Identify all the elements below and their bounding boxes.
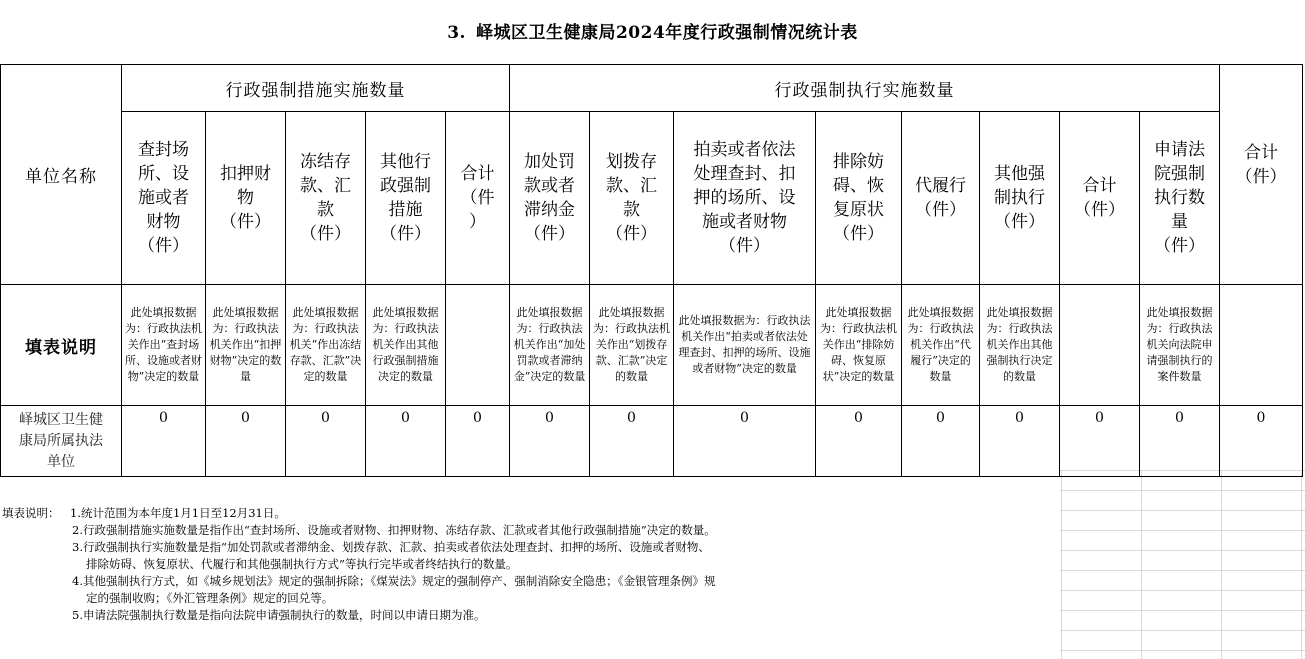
instruction-cell: 此处填报数据为：行政执法机关作出“排除妨碍、恢复原状”决定的数量: [816, 285, 902, 406]
value-cell: 0: [1220, 406, 1303, 477]
instruction-cell: 此处填报数据为：行政执法机关作出“代履行”决定的数量: [902, 285, 980, 406]
footnote-item: 4.其他强制执行方式，如《城乡规划法》规定的强制拆除；《煤炭法》规定的强制停产、强制消除安全隐患；《金银管理条例》规: [72, 574, 716, 588]
value-cell: 0: [446, 406, 510, 477]
column-header-text: 查封场 所、设 施或者 财物 （件）: [138, 140, 189, 256]
value-cell: 0: [1140, 406, 1220, 477]
column-header-text: 申请法 院强制 执行数 量 （件）: [1154, 140, 1206, 256]
column-header-4: [366, 112, 446, 285]
table-row: [1, 406, 1303, 477]
grand-total-header: [1220, 65, 1303, 285]
value-cell: 0: [980, 406, 1060, 477]
unit-name-text: 峄城区卫生健 康局所属执法 单位: [19, 411, 103, 470]
footnote-item: 定的强制收购；《外汇管理条例》规定的回兑等。: [86, 591, 334, 605]
value-cell: 0: [122, 406, 206, 477]
footnotes: [2, 505, 1002, 624]
column-header-text: 加处罚 款或者 滞纳金 （件）: [524, 152, 576, 244]
footnote-item: [2, 505, 1002, 522]
column-header-text: 合计 （件 ）: [460, 164, 495, 232]
value-cell: 0: [206, 406, 286, 477]
column-header-2: [206, 112, 286, 285]
value-cell: 0: [1060, 406, 1140, 477]
instruction-cell: 此处填报数据为：行政执法机关作出“加处罚款或者滞纳金”决定的数量: [510, 285, 590, 406]
instruction-cell: 此处填报数据为：行政执法机关“作出冻结存款、汇款”决定的数量: [286, 285, 366, 406]
title-number: 3.: [447, 23, 466, 43]
column-header-text: 冻结存 款、汇 款 （件）: [300, 152, 351, 244]
column-header-12: [1060, 112, 1140, 285]
statistics-table: [0, 64, 1303, 477]
footnote-item: 2.行政强制措施实施数量是指作出“查封场所、设施或者财物、扣押财物、冻结存款、汇款或者其他行政强制措施”决定的数量。: [72, 523, 716, 537]
value-cell: 0: [366, 406, 446, 477]
instruction-cell: 此处填报数据为：行政执法机关作出“扣押财物”决定的数量: [206, 285, 286, 406]
value-cell: 0: [286, 406, 366, 477]
column-header-text: 排除妨 碍、恢 复原状 （件）: [833, 152, 885, 244]
column-header-text: 扣押财 物 （件）: [220, 164, 271, 232]
column-header-text: 合计 （件）: [1074, 176, 1126, 220]
value-cell: 0: [816, 406, 902, 477]
instruction-cell: 此处填报数据为：行政执法机关作出“查封场所、设施或者财物”决定的数量: [122, 285, 206, 406]
footnote-item: 排除妨碍、恢复原状、代履行和其他强制执行方式”等执行完毕或者终结执行的数量。: [86, 557, 518, 571]
group-header-execution: 行政强制执行实施数量: [510, 65, 1220, 112]
column-header-8: [674, 112, 816, 285]
column-header-text: 划拨存 款、汇 款 （件）: [606, 152, 658, 244]
value-cell: 0: [674, 406, 816, 477]
column-header-9: [816, 112, 902, 285]
column-header-6: [510, 112, 590, 285]
group-header-measures: 行政强制措施实施数量: [122, 65, 510, 112]
instruction-cell: [446, 285, 510, 406]
page-title: [0, 18, 1305, 48]
value-cell: 0: [510, 406, 590, 477]
instruction-row: [1, 285, 1303, 406]
instruction-cell: [1060, 285, 1140, 406]
header-group-row: [1, 65, 1303, 112]
column-header-text: 其他行 政强制 措施 （件）: [380, 152, 431, 244]
column-header-10: [902, 112, 980, 285]
instruction-cell: [1220, 285, 1303, 406]
instruction-row-label: 填表说明: [1, 285, 122, 406]
grand-total-header-text: 合计 （件）: [1235, 142, 1287, 187]
instruction-cell: 此处填报数据为：行政执法机关作出“拍卖或者依法处理查封、扣押的场所、设施或者财物”决定的数量: [674, 285, 816, 406]
footnote-text: 1.统计范围为本年度1月1日至12月31日。: [70, 506, 286, 520]
instruction-cell: 此处填报数据为：行政执法机关向法院申请强制执行的案件数量: [1140, 285, 1220, 406]
unit-name-header: 单位名称: [1, 65, 122, 285]
footnote-item: 5.申请法院强制执行数量是指向法院申请强制执行的数量，时间以申请日期为准。: [72, 608, 486, 622]
column-header-5: [446, 112, 510, 285]
column-header-1: [122, 112, 206, 285]
column-header-text: 代履行 （件）: [915, 176, 967, 220]
column-header-11: [980, 112, 1060, 285]
instruction-cell: 此处填报数据为：行政执法机关作出其他行政强制措施决定的数量: [366, 285, 446, 406]
instruction-cell: 此处填报数据为：行政执法机关作出其他强制执行决定的数量: [980, 285, 1060, 406]
footnote-label: 填表说明：: [2, 506, 60, 520]
column-header-text: 其他强 制执行 （件）: [994, 164, 1046, 232]
value-cell: 0: [590, 406, 674, 477]
column-header-text: 拍卖或者依法 处理查封、扣 押的场所、设 施或者财物 （件）: [693, 140, 796, 256]
unit-name-cell: [1, 406, 122, 477]
instruction-cell: 此处填报数据为：行政执法机关作出“划拨存款、汇款”决定的数量: [590, 285, 674, 406]
column-header-13: [1140, 112, 1220, 285]
column-header-3: [286, 112, 366, 285]
title-text: 峄城区卫生健康局2024年度行政强制情况统计表: [475, 23, 858, 43]
spreadsheet-gridlines: [1060, 470, 1305, 659]
value-cell: 0: [902, 406, 980, 477]
footnote-item: 3.行政强制执行实施数量是指“加处罚款或者滞纳金、划拨存款、汇款、拍卖或者依法处理查封、扣押的场所、设施或者财物、: [72, 540, 710, 554]
column-header-row: [1, 112, 1303, 285]
column-header-7: [590, 112, 674, 285]
